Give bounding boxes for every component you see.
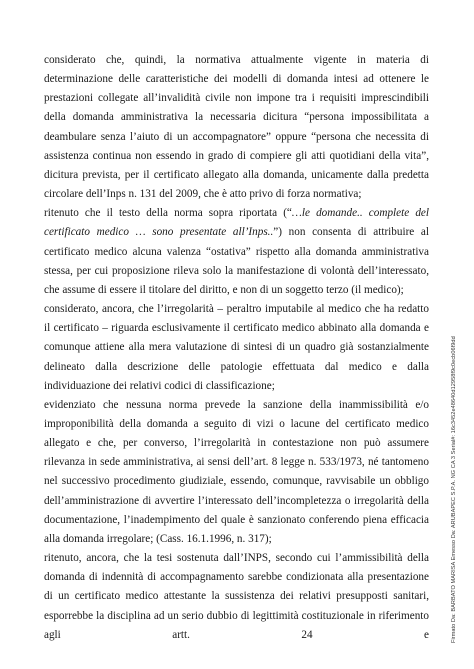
- document-body: [44, 51, 429, 645]
- paragraph-ritenuto-testo-norma: [44, 204, 429, 300]
- quoted-norm-text: …le domande.. complete del certificato medico … sono presentate all’Inps..: [44, 207, 429, 239]
- paragraph-text: ritenuto che il testo della norma sopra riportata (“: [44, 207, 292, 220]
- paragraph-considerato-quindi: considerato che, quindi, la normativa attualmente vigente in materia di determinazione delle caratteristiche dei modelli di domanda intesi ad ottenere le prestazioni collegate all’invalidità civile non impone tra i requisiti imprescindibili della domanda amministrativa la necessaria dicitura “persona impossibilitata a deambulare senza l’aiuto di un accompagnatore” oppure “persona che necessita di assistenza continua non essendo in grado di compiere gli atti quotidiani della vita”, dicitura prevista, per il certificato allegato alla domanda, unicamente dalla predetta circolare dell’Inps n. 131 del 2009, che è atto privo di forza normativa;: [44, 54, 429, 201]
- paragraph-considerato-ancora: considerato, ancora, che l’irregolarità – peraltro imputabile al medico che ha redatto il certificato – riguarda esclusivamente il certificato medico abbinato alla domanda e comunque attiene alla mera valutazione di sintesi di un quadro già sostanzialmente delineato dalla descrizione delle patologie effettuata dal medico e dalla individuazione dei relativi codici di classificazione;: [44, 303, 429, 392]
- paragraph-evidenziato: evidenziato che nessuna norma prevede la sanzione della inammissibilità e/o improponibilità della domanda a seguito di vizi o lacune del certificato medico allegato e che, per converso, l’irregolarità in contestazione non può assumere rilevanza in sede amministrativa, ai sensi dell’art. 8 legge n. 533/1973, né tantomeno nel successivo procedimento giudiziale, essendo, comunque, ravvisabile un obbligo dell’amministrazione di avvertire l’interessato dell’incompletezza o irregolarità della documentazione, l’inadempimento del quale è sanzionato conferendo piena efficacia alla domanda irregolare; (Cass. 16.1.1996, n. 317);: [44, 398, 429, 545]
- paragraph-text: ”) non consenta di attribuire al certificato medico alcuna valenza “ostativa” rispetto alla domanda amministrativa stessa, per cui proposizione rileva solo la manifestazione di volontà dell’interessato, che assume di essere il titolare del diritto, e non di un soggetto terzo (il medico);: [44, 226, 429, 296]
- paragraph-ritenuto-ancora: ritenuto, ancora, che la tesi sostenuta dall’INPS, secondo cui l’ammissibilità della domanda di indennità di accompagnamento sarebbe condizionata alla presentazione di un certificato medico attestante la sussistenza dei relativi presupposti sanitari, esporrebbe la disciplina ad un serio dubbio di legittimità costituzionale in riferimento agli artt. 24 e: [44, 552, 429, 641]
- digital-signature-stamp: Firmato Da: BARBATO MARISA Emesso Da: ARUBAPEC S.P.A. NG CA 3 Serial#: 16c3452e48640d12958f9c0ecb06f9dd: [451, 336, 457, 643]
